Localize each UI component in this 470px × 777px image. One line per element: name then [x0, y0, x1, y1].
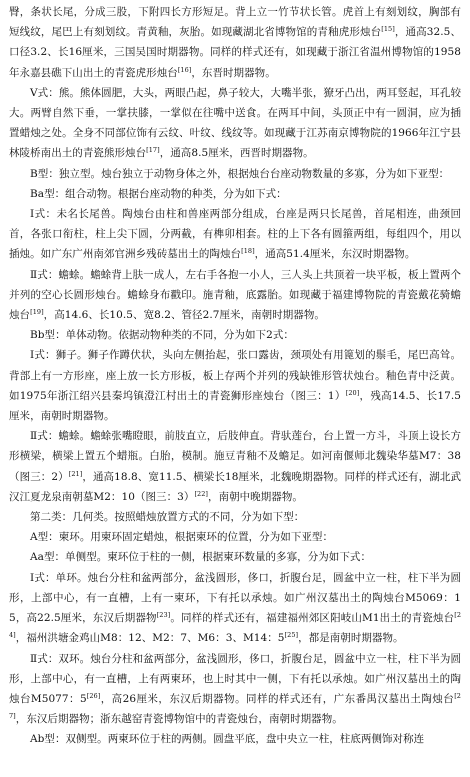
paragraph: Bb型：单体动物。依据动物种类的不同，分为如下2式：	[30, 329, 294, 342]
paragraph: B型：独立型。烛台独立于动物身体之外，根据烛台台座动物数量的多寡，分为如下亚型：	[30, 167, 450, 180]
paragraph: Ab型：双侧型。两柬环位于柱的两侧。圆盘平底，盘中央立一柱，柱底两侧饰对称连	[30, 733, 425, 746]
footnote-ref: [27]	[9, 691, 461, 721]
footnote-ref: [24]	[9, 611, 462, 640]
paragraph: Ⅱ式：蟾蜍。蟾蜍背上肤一成人，左右手各抱一小人，三人头上共顶着一块平板，板上置两个并列的空心长圆形烛台。蟾蜍身布戳印。施青釉，底露胎。如现藏于福建博物院的青瓷戴花骑蟾烛台[19]，高14.6、长10.5、宽8.2、管径2.7厘米，南朝时期器物。	[9, 268, 461, 322]
paragraph: 臀，条状长尾，分成三股，下附四长方形短足。背上立一竹节状长管。虎首上有刻划纹，胸部有短线纹，尾巴上有刻划纹。青黄釉，灰胎。如现藏湖北省博物馆的青釉虎形烛台[15]，通高32.5、口径3.2、长16厘米，三国吴国时期器物。同样的样式还有，如现藏于浙江省温州博物馆的1958年永嘉县礁下山出土的青瓷虎形烛台[16]，东晋时期器物。	[9, 6, 462, 79]
paragraph: Ⅴ式：熊。熊体圆肥，大头，两眼凸起，鼻子较大，大嘴半张，獠牙凸出，两耳竖起，耳孔较大。两臂自然下垂，一掌扶膝，一掌似在往嘴中送食。在两耳中间，头顶正中有一圆洞，应为插置蜡烛之处。全身不同部位饰有云纹、叶纹、线纹等。如现藏于江苏南京博物院的1966年江宁县林陵桥南出土的青瓷熊形烛台[17]，通高8.5厘米，西晋时期器物。	[9, 86, 461, 160]
footnote-ref: [20]	[345, 388, 360, 397]
footnote-ref: [21]	[68, 469, 83, 478]
footnote-ref: [17]	[146, 146, 160, 155]
paragraph: Aa型：单侧型。柬环位于柱的一侧，根据柬环数量的多寡，分为如下式：	[30, 551, 371, 564]
paragraph: Ⅰ式：狮子。狮子作蹲伏状，头向左侧抬起，张口露齿，颈项处有用篦划的鬃毛，尾巴高耸。背部上有一方形座，座上放一长方形板，板上存两个并列的残缺锥形管状烛台。釉色青中泛黄。如1975年浙江绍兴县秦坞镇澄江村出土的青瓷狮形座烛台（图三：1）[20]，残高14.5、长17.5厘米，南朝时期器物。	[9, 349, 461, 423]
paragraph: Ⅱ式：双环。烛台分柱和盆两部分，盆浅圆形，侈口，折腹台足，圆盆中立一柱，柱下半为圆形，上部中心，有一直槽，上有两柬环，也上时其中一侧，下有托以承烛。如广州汉墓出土的陶烛台M5077：5[26]，高26厘米，东汉后期器物。同样的样式还有，广东番禺汉墓出土陶烛台[27]，东汉后期器物；浙东越窑青瓷博物馆中的青瓷烛台，南朝时期器物。	[9, 652, 461, 726]
paragraph: 第二类：几何类。按照蜡烛放置方式的不同，分为如下型：	[30, 511, 305, 524]
footnote-ref: [18]	[241, 247, 255, 256]
footnote-ref: [22]	[194, 489, 208, 498]
paragraph: Ba型：组合动物。根据台座动物的种类，分为如下式：	[30, 187, 287, 200]
footnote-ref: [25]	[284, 631, 299, 640]
footnote-ref: [15]	[381, 25, 395, 34]
footnote-ref: [19]	[30, 308, 44, 317]
paragraph: Ⅰ式：未名长尾兽。陶烛台由柱和兽座两部分组成，台座是两只长尾兽，首尾相连，曲颈回首，各张口衔柱，柱上尖下圆，分两截，有榫卯相套。柱的上下各有圆箍两组，每组四个，用以插烛。如广东广州南郊官洲乡残砖墓出土的陶烛台[18]，通高51.4厘米，东汉时期器物。	[9, 208, 461, 261]
footnote-ref: [23]	[156, 611, 171, 620]
footnote-ref: [26]	[86, 691, 101, 700]
paragraph: A型：柬环。用柬环固定蜡烛，根据柬环的位置，分为如下亚型：	[30, 531, 334, 544]
paragraph: Ⅱ式：蟾蜍。蟾蜍张嘴瞪眼，前肢直立，后肢伸直。背驮莲台，台上置一方斗，斗顶上设长方形横梁，横梁上置五个蜡瓶。白胎，模制。施豆青釉不及蟾足。如河南偃师北魏染华墓M7：38（图三：2）[21]，通高18.8、宽11.5、横梁长18厘米，北魏晚期器物。同样的样式还有，湖北武汉江夏龙泉南朝墓M2：10（图三：3）[22]，南朝中晚期器物。	[9, 430, 461, 503]
paragraph: Ⅰ式：单环。烛台分柱和盆两部分，盆浅圆形，侈口，折腹台足，圆盆中立一柱，柱下半为圆形，上部中心，有一直槽，上有一柬环，下有托以承烛。如广州汉墓出土的陶烛台M5069：15，高22.5厘米，东汉后期器物[23]。同样的样式还有，福建福州郊区阳岐山M1出土的青瓷烛台[24]，福州洪塘金鸡山M8：12、M2：7、M6：3、M14：5[25]，都是南朝时期器物。	[9, 571, 462, 645]
footnote-ref: [16]	[177, 65, 192, 74]
